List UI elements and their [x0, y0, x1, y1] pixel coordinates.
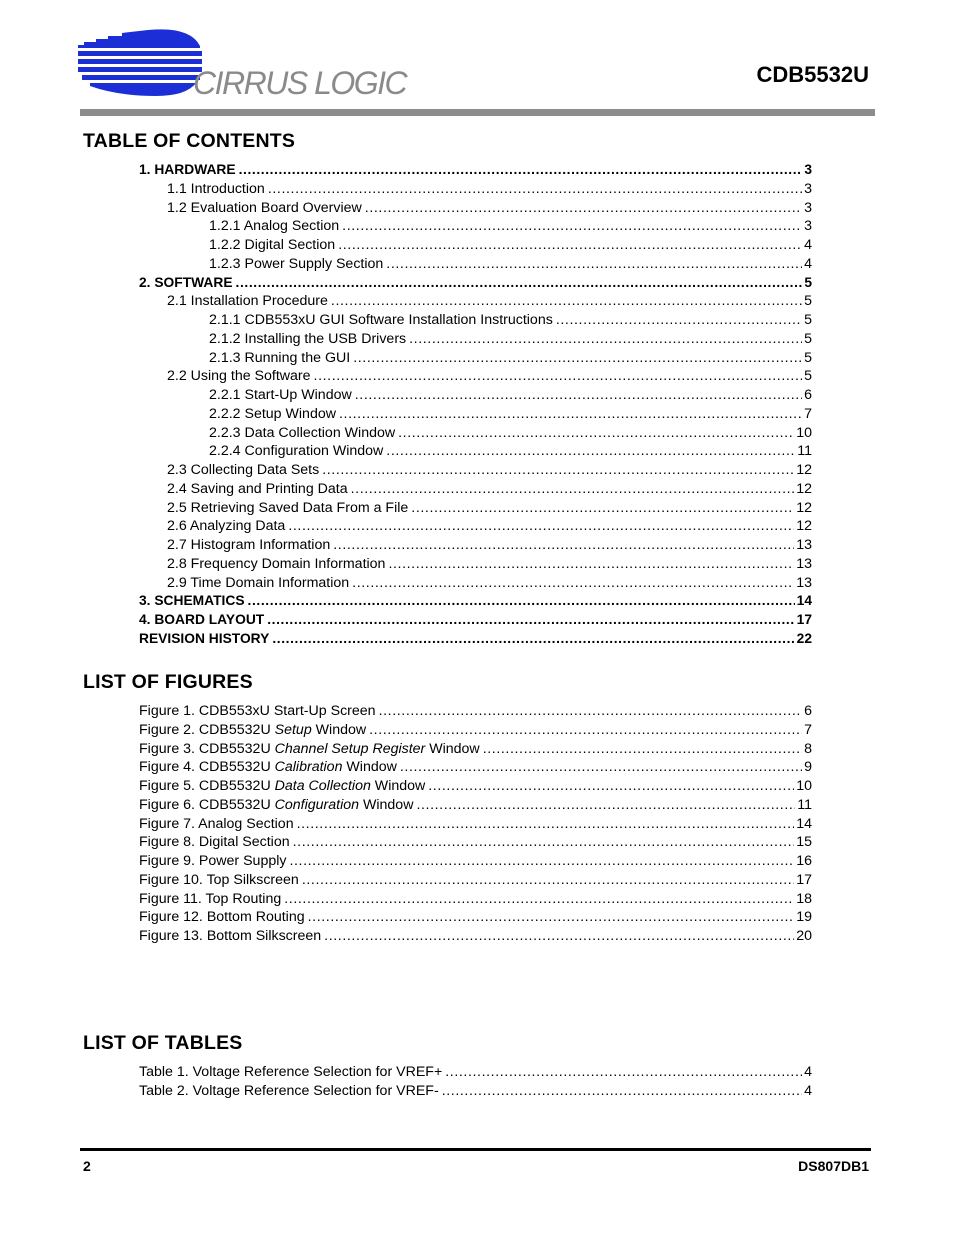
toc-entry-page: 12: [796, 462, 812, 478]
figure-caption-text: Figure 12. Bottom Routing: [139, 909, 305, 926]
page-number: 2: [83, 1158, 91, 1174]
toc-entry-label: 2.1.1 CDB553xU GUI Software Installation Instructions: [139, 311, 556, 330]
dot-leader: [398, 424, 794, 443]
figure-entry-label: [139, 740, 483, 759]
toc-list: [139, 161, 812, 649]
toc-entry[interactable]: [139, 405, 812, 424]
toc-entry-page: 5: [802, 274, 812, 293]
figure-entry-label: [139, 796, 416, 815]
dot-leader: [288, 517, 794, 536]
toc-entry-label: 2.1.2 Installing the USB Drivers: [139, 330, 409, 349]
figure-caption-suffix: Window: [359, 796, 414, 813]
toc-entry-page: 3: [804, 218, 812, 235]
figure-entry[interactable]: [139, 871, 812, 890]
toc-entry[interactable]: [139, 161, 812, 180]
dot-leader: [308, 908, 795, 927]
dot-leader: [322, 461, 794, 480]
figure-entry-label: [139, 758, 400, 777]
dot-leader: [339, 405, 802, 424]
figure-entry-label: [139, 852, 289, 871]
figure-caption-text: Figure 1. CDB553xU Start-Up Screen: [139, 703, 376, 719]
figure-caption-text: Figure 11. Top Routing: [139, 890, 282, 907]
toc-entry[interactable]: [139, 367, 812, 386]
toc-entry-page: 3: [804, 180, 812, 197]
dot-leader: [297, 815, 795, 834]
dot-leader: [355, 386, 802, 405]
toc-entry[interactable]: [139, 442, 812, 461]
figure-caption-italic: Channel Setup Register: [274, 740, 426, 757]
dot-leader: [331, 292, 802, 311]
dot-leader: [324, 927, 794, 946]
toc-entry-label: 4. BOARD LAYOUT: [139, 611, 267, 630]
figure-caption-text: Figure 10. Top Silkscreen: [139, 871, 299, 888]
figure-caption-italic: Setup: [274, 721, 312, 738]
dot-leader: [428, 777, 794, 796]
toc-entry-page: 6: [804, 387, 812, 403]
table-entry[interactable]: [139, 1082, 812, 1101]
toc-entry-page: 13: [796, 574, 812, 591]
dot-leader: [302, 871, 794, 890]
toc-entry-page: 5: [804, 349, 812, 366]
figure-entry[interactable]: [139, 702, 812, 721]
figure-entry-page: 19: [796, 909, 812, 926]
figure-caption-text: Figure 9. Power Supply: [139, 853, 287, 869]
dot-leader: [236, 274, 803, 293]
toc-heading: TABLE OF CONTENTS: [83, 130, 296, 152]
figures-list: [139, 702, 812, 946]
dot-leader: [268, 180, 802, 199]
figure-entry-label: [139, 890, 284, 909]
toc-entry-page: 12: [796, 499, 812, 516]
figure-caption-text: Figure 13. Bottom Silkscreen: [139, 928, 322, 944]
figure-entry-label: [139, 908, 308, 927]
toc-entry-label: 2.6 Analyzing Data: [139, 517, 288, 536]
toc-entry-label: 2.7 Histogram Information: [139, 536, 333, 555]
figure-caption-suffix: Window: [425, 740, 480, 757]
figure-entry-page: 11: [797, 796, 812, 813]
dot-leader: [272, 630, 794, 649]
dot-leader: [314, 367, 803, 386]
figure-entry-page: 17: [796, 871, 812, 888]
toc-entry-label: 2.1 Installation Procedure: [139, 292, 331, 311]
toc-entry-page: 5: [804, 293, 812, 310]
toc-entry[interactable]: [139, 630, 812, 649]
toc-entry-page: 13: [796, 537, 812, 553]
page-header: [0, 0, 954, 120]
toc-entry-page: 14: [795, 592, 812, 611]
logo-wordmark: CIRRUS LOGIC: [193, 65, 407, 100]
toc-entry[interactable]: [139, 461, 812, 480]
toc-entry-label: 2.9 Time Domain Information: [139, 574, 352, 593]
toc-entry-label: 1.1 Introduction: [139, 180, 268, 199]
toc-entry[interactable]: [139, 611, 812, 630]
figure-entry[interactable]: [139, 890, 812, 909]
toc-entry-label: 3. SCHEMATICS: [139, 592, 248, 611]
toc-entry-page: 5: [804, 368, 812, 385]
figure-entry[interactable]: [139, 796, 812, 815]
toc-entry[interactable]: [139, 217, 812, 236]
toc-entry-label: 1.2.1 Analog Section: [139, 217, 342, 236]
dot-leader: [416, 796, 795, 815]
figure-caption-text: Figure 4. CDB5532U: [139, 759, 275, 776]
toc-entry-page: 5: [804, 330, 812, 347]
table-entry-page: 4: [804, 1082, 812, 1099]
toc-entry[interactable]: [139, 386, 812, 405]
toc-entry[interactable]: [139, 180, 812, 199]
figure-caption-text: Figure 8. Digital Section: [139, 834, 290, 851]
toc-entry-label: 2.4 Saving and Printing Data: [139, 480, 351, 499]
toc-entry[interactable]: [139, 424, 812, 443]
figure-entry-page: 20: [796, 928, 812, 944]
figure-entry-page: 7: [804, 721, 812, 738]
dot-leader: [369, 721, 802, 740]
figure-entry[interactable]: [139, 833, 812, 852]
toc-entry-page: 12: [796, 518, 812, 535]
toc-entry-label: 2.3 Collecting Data Sets: [139, 461, 322, 480]
figure-entry-label: [139, 702, 379, 721]
cirrus-logic-logo: [78, 28, 408, 100]
toc-entry[interactable]: [139, 236, 812, 255]
toc-entry[interactable]: [139, 330, 812, 349]
toc-entry-label: 1.2 Evaluation Board Overview: [139, 199, 365, 218]
figure-caption-suffix: Window: [311, 721, 367, 738]
toc-entry[interactable]: [139, 292, 812, 311]
table-entry-label: Table 1. Voltage Reference Selection for VREF+: [139, 1063, 445, 1082]
figure-entry-page: 8: [804, 740, 812, 757]
toc-entry-page: 10: [796, 424, 812, 441]
toc-entry[interactable]: [139, 480, 812, 499]
dot-leader: [239, 161, 803, 180]
figure-entry-label: [139, 833, 293, 852]
figure-entry-page: 15: [796, 834, 812, 851]
toc-entry-page: 4: [804, 255, 812, 272]
figure-caption-italic: Configuration: [274, 796, 360, 813]
toc-entry-page: 22: [795, 630, 812, 649]
dot-leader: [267, 611, 794, 630]
toc-entry-label: 2.5 Retrieving Saved Data From a File: [139, 499, 411, 518]
toc-entry-label: 1. HARDWARE: [139, 161, 239, 180]
dot-leader: [409, 330, 802, 349]
toc-entry[interactable]: [139, 255, 812, 274]
toc-entry-label: 2.8 Frequency Domain Information: [139, 555, 388, 574]
dot-leader: [386, 442, 795, 461]
figure-entry-label: [139, 777, 428, 796]
toc-entry[interactable]: [139, 592, 812, 611]
figure-caption-text: Figure 6. CDB5532U: [139, 796, 275, 813]
dot-leader: [351, 480, 795, 499]
dot-leader: [556, 311, 802, 330]
figure-entry-label: [139, 721, 369, 740]
figure-entry-page: 18: [796, 890, 812, 907]
dot-leader: [400, 758, 802, 777]
dot-leader: [352, 574, 794, 593]
dot-leader: [338, 236, 802, 255]
dot-leader: [293, 833, 795, 852]
figure-entry[interactable]: [139, 740, 812, 759]
dot-leader: [284, 890, 794, 909]
figure-entry-page: 6: [804, 703, 812, 719]
toc-entry-page: 5: [804, 312, 812, 328]
figure-caption-text: Figure 5. CDB5532U: [139, 778, 275, 794]
toc-entry-label: 2.2 Using the Software: [139, 367, 314, 386]
tables-list: [139, 1063, 812, 1101]
figure-entry[interactable]: [139, 777, 812, 796]
dot-leader: [411, 499, 794, 518]
toc-entry-page: 4: [804, 237, 812, 253]
figure-entry-page: 16: [796, 853, 812, 869]
toc-entry[interactable]: [139, 517, 812, 536]
dot-leader: [289, 852, 794, 871]
figure-caption-text: Figure 7. Analog Section: [139, 815, 294, 832]
table-entry-label: Table 2. Voltage Reference Selection for VREF-: [139, 1082, 442, 1101]
figure-caption-suffix: Window: [342, 759, 397, 776]
footer-divider: [80, 1148, 871, 1151]
toc-entry[interactable]: [139, 199, 812, 218]
table-entry[interactable]: [139, 1063, 812, 1082]
figure-entry-page: 10: [796, 778, 812, 794]
figure-entry-label: [139, 815, 297, 834]
dot-leader: [442, 1082, 802, 1101]
figure-caption-text: Figure 2. CDB5532U: [139, 721, 275, 738]
toc-entry[interactable]: [139, 311, 812, 330]
dot-leader: [353, 349, 802, 368]
figure-entry-label: [139, 871, 302, 890]
toc-entry-page: 17: [795, 611, 812, 630]
figure-entry[interactable]: [139, 815, 812, 834]
tables-heading: LIST OF TABLES: [83, 1032, 243, 1054]
toc-entry-page: 7: [804, 405, 812, 422]
dot-leader: [483, 740, 802, 759]
figure-entry[interactable]: [139, 908, 812, 927]
footer-doc-id: DS807DB1: [798, 1158, 869, 1174]
toc-entry-page: 13: [796, 555, 812, 572]
toc-entry-label: 2.2.2 Setup Window: [139, 405, 339, 424]
toc-entry-label: 2.1.3 Running the GUI: [139, 349, 353, 368]
dot-leader: [388, 555, 794, 574]
figure-entry-page: 14: [796, 815, 812, 832]
toc-entry-label: 2. SOFTWARE: [139, 274, 236, 293]
header-divider: [80, 109, 875, 116]
figure-entry-label: [139, 927, 324, 946]
toc-entry-label: 1.2.2 Digital Section: [139, 236, 338, 255]
dot-leader: [248, 592, 795, 611]
toc-entry-page: 11: [797, 443, 812, 460]
figure-caption-suffix: Window: [370, 778, 426, 794]
toc-entry-page: 3: [804, 199, 812, 216]
toc-entry-label: 1.2.3 Power Supply Section: [139, 255, 386, 274]
figure-caption-italic: Calibration: [274, 759, 343, 776]
figure-entry[interactable]: [139, 721, 812, 740]
document-title: CDB5532U: [756, 62, 869, 87]
dot-leader: [365, 199, 802, 218]
table-entry-page: 4: [804, 1064, 812, 1080]
toc-entry[interactable]: [139, 274, 812, 293]
figure-caption-italic: Data Collection: [274, 778, 371, 794]
toc-entry-page: 12: [796, 480, 812, 497]
toc-entry-label: REVISION HISTORY: [139, 630, 272, 649]
dot-leader: [379, 702, 803, 721]
figure-entry[interactable]: [139, 852, 812, 871]
dot-leader: [333, 536, 794, 555]
figures-heading: LIST OF FIGURES: [83, 671, 253, 693]
toc-entry[interactable]: [139, 555, 812, 574]
dot-leader: [386, 255, 802, 274]
toc-entry[interactable]: [139, 349, 812, 368]
dot-leader: [445, 1063, 802, 1082]
figure-entry[interactable]: [139, 927, 812, 946]
toc-entry[interactable]: [139, 574, 812, 593]
toc-entry-label: 2.2.4 Configuration Window: [139, 442, 386, 461]
toc-entry-label: 2.2.3 Data Collection Window: [139, 424, 398, 443]
figure-entry[interactable]: [139, 758, 812, 777]
toc-entry-page: 3: [802, 161, 812, 180]
figure-entry-page: 9: [804, 759, 812, 776]
toc-entry[interactable]: [139, 499, 812, 518]
dot-leader: [342, 217, 802, 236]
toc-entry-label: 2.2.1 Start-Up Window: [139, 386, 355, 405]
figure-caption-text: Figure 3. CDB5532U: [139, 740, 275, 757]
toc-entry[interactable]: [139, 536, 812, 555]
